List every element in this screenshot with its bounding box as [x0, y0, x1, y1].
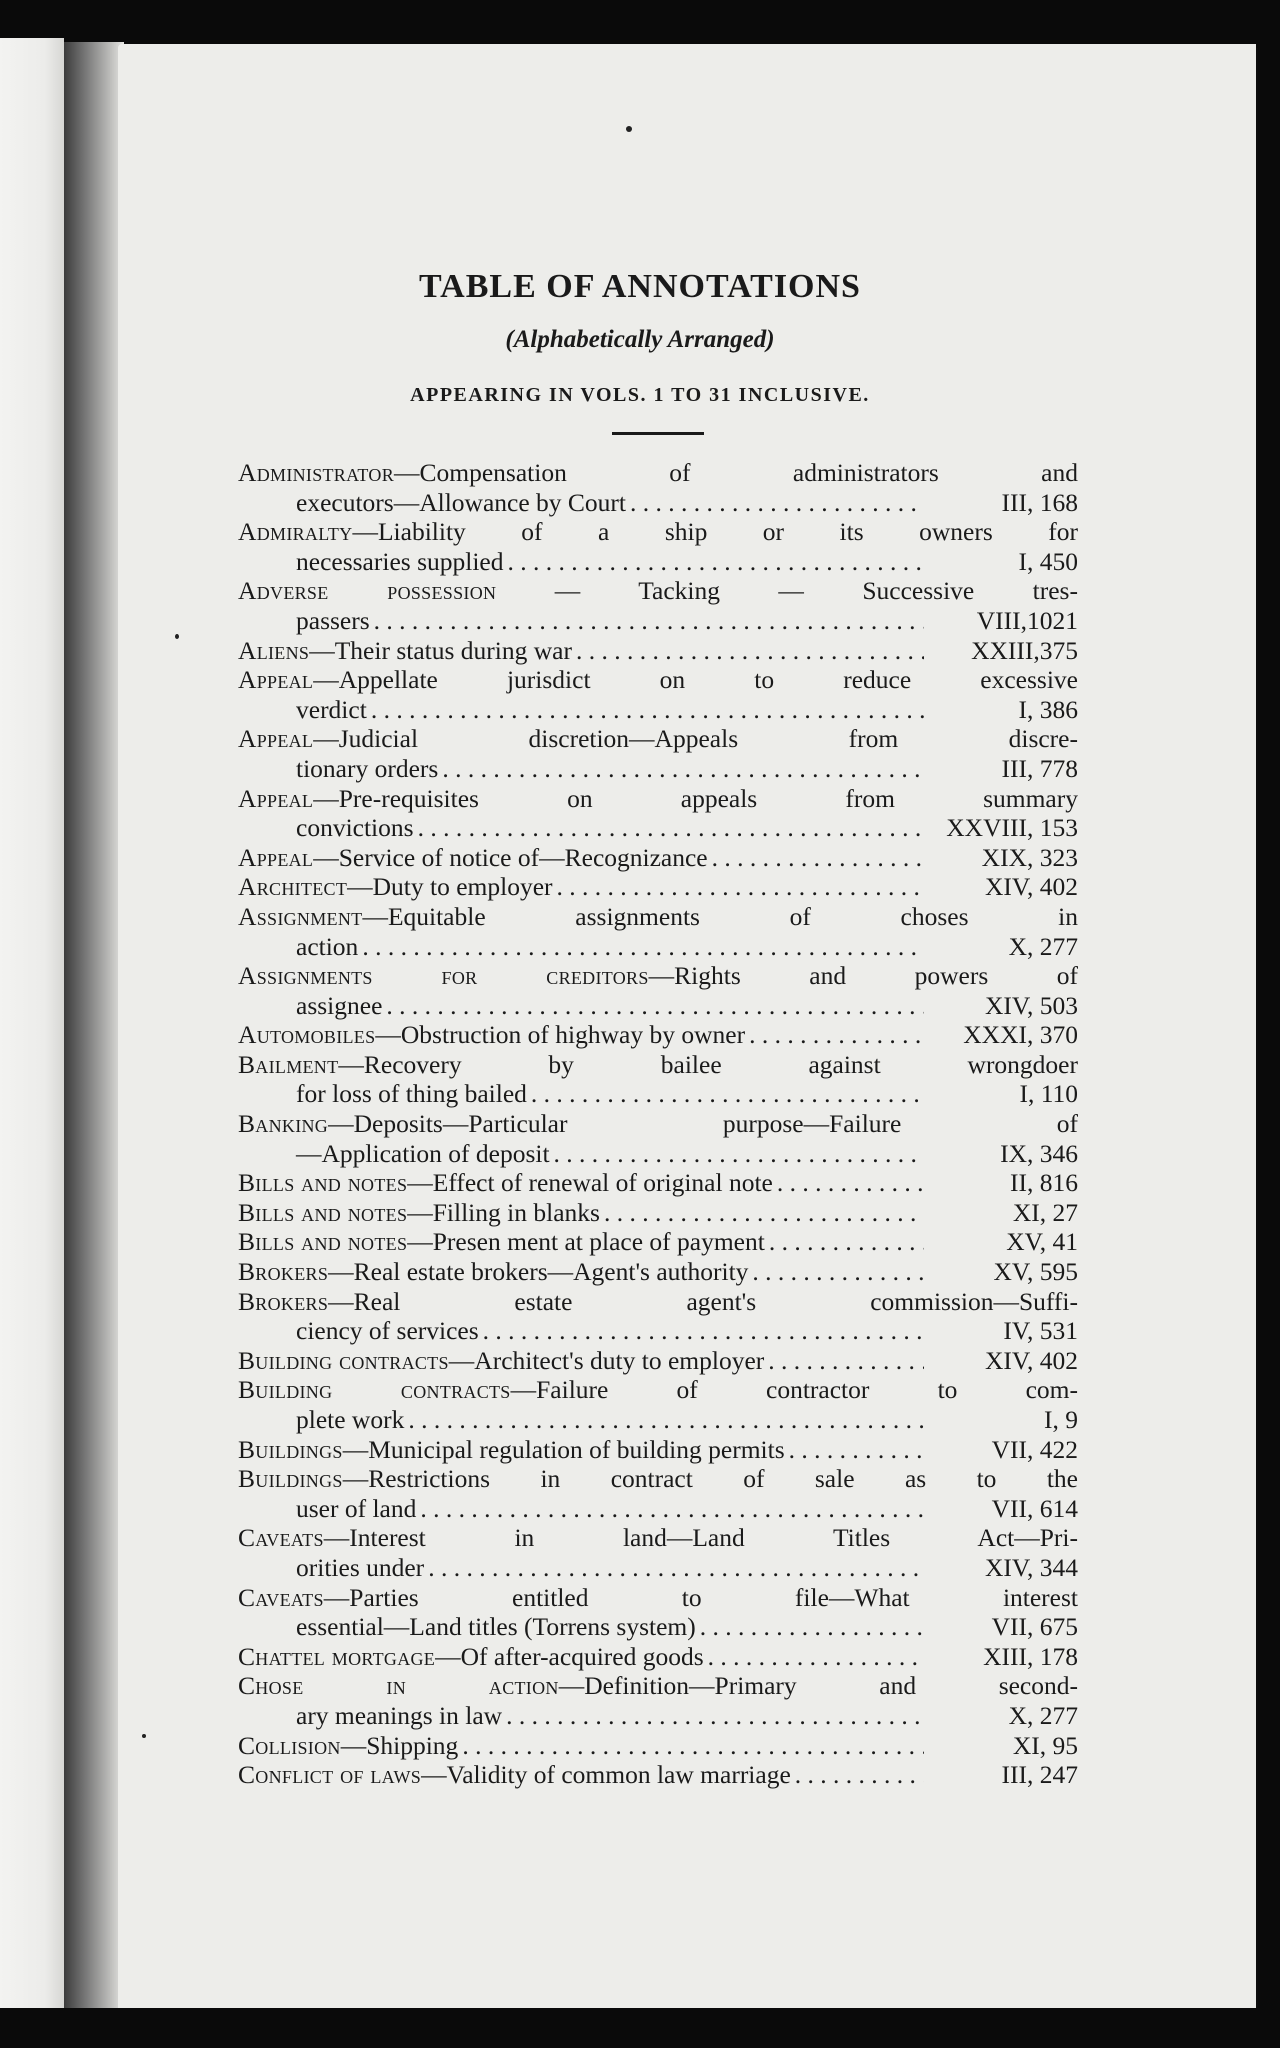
ink-speck [175, 634, 179, 639]
entry-subject: Brokers [238, 1286, 329, 1316]
dot-leader [442, 754, 924, 784]
entry-description: —Duty to employer [347, 872, 553, 902]
entry-volume-page: XIV, 344 [984, 1552, 1078, 1582]
entry-description: —Effect of renewal of original note [407, 1168, 773, 1198]
annotation-entry [238, 1287, 1078, 1346]
annotation-entry [238, 724, 1078, 783]
entry-description: —Definition—Primary and second- [558, 1671, 1078, 1701]
volume-range-heading: APPEARING IN VOLS. 1 TO 31 INCLUSIVE. [410, 384, 870, 406]
scan-border-right [1258, 0, 1280, 2048]
dot-leader [386, 991, 924, 1021]
entry-description: —Filling in blanks [407, 1197, 600, 1227]
annotation-entry [238, 636, 1078, 666]
entry-description-continued: executors—Allowance by Court [296, 487, 626, 517]
entry-volume-page: X, 277 [1008, 931, 1078, 961]
entry-subject: Bills and notes [238, 1197, 408, 1227]
page-subtitle: (Alphabetically Arranged) [505, 326, 775, 353]
annotation-entry [238, 961, 1078, 1020]
annotation-entry [238, 1346, 1078, 1376]
entry-volume-page: XV, 41 [1006, 1227, 1078, 1257]
entry-description: —Shipping [340, 1730, 459, 1760]
dot-leader [531, 1079, 924, 1109]
entry-description: —Validity of common law marriage [421, 1760, 791, 1790]
entry-subject: Appeal [238, 842, 314, 872]
entry-volume-page: XV, 595 [993, 1257, 1078, 1287]
entry-volume-page: XXVIII, 153 [946, 813, 1078, 843]
dot-leader [708, 1642, 924, 1672]
entry-description-continued: assignee [296, 990, 383, 1020]
entry-description-continued: user of land [296, 1493, 417, 1523]
annotation-entry [238, 1109, 1078, 1168]
entry-description-continued: —Application of deposit [296, 1138, 550, 1168]
entry-volume-page: I, 9 [1044, 1405, 1078, 1434]
dot-leader [752, 1257, 924, 1287]
dot-leader [700, 1612, 924, 1642]
dot-leader [749, 1020, 924, 1050]
entry-volume-page: XIV, 503 [984, 990, 1078, 1020]
entry-description: —Municipal regulation of building permits [342, 1434, 785, 1464]
entry-subject: Buildings [238, 1464, 343, 1494]
dot-leader [362, 932, 924, 962]
entry-subject: Administrator [238, 458, 394, 487]
entry-volume-page: III, 168 [1001, 487, 1078, 517]
entry-description: —Service of notice of—Recognizance [313, 842, 708, 872]
dot-leader [462, 1731, 924, 1761]
entry-subject: Assignment [238, 901, 363, 931]
annotation-entry [238, 872, 1078, 902]
page-title: TABLE OF ANNOTATIONS [419, 268, 861, 305]
entry-description: —Of after-acquired goods [435, 1641, 704, 1671]
dot-leader [768, 1346, 924, 1376]
dot-leader [712, 843, 924, 873]
entry-description: —Real estate brokers—Agent's authority [328, 1257, 749, 1287]
entry-description: —Their status during war [309, 635, 572, 665]
entry-description: —Interest in land—Land Titles Act—Pri- [323, 1523, 1078, 1553]
entry-subject: Caveats [238, 1523, 324, 1553]
entry-subject: Appeal [238, 783, 314, 813]
entry-volume-page: II, 816 [1010, 1168, 1078, 1198]
entry-description: —Deposits—Particular purpose—Failure of [328, 1109, 1078, 1139]
entry-description-continued: action [296, 931, 359, 961]
entry-volume-page: XIV, 402 [984, 1345, 1078, 1375]
entry-subject: Adverse possession [238, 576, 497, 606]
dot-leader [789, 1435, 924, 1465]
dot-leader [374, 606, 924, 636]
entry-subject: Aliens [238, 635, 310, 665]
entry-description-continued: passers [296, 605, 370, 635]
dot-leader [418, 813, 924, 843]
entry-description: —Judicial discretion—Appeals from discre- [313, 724, 1078, 754]
annotation-entry [238, 1671, 1078, 1730]
ink-speck [142, 1734, 146, 1738]
entry-description-continued: tionary orders [296, 753, 439, 783]
annotation-entry [238, 1375, 1078, 1434]
dot-leader [371, 695, 924, 725]
entry-description-continued: ciency of services [296, 1316, 479, 1346]
entry-volume-page: X, 277 [1008, 1700, 1078, 1730]
entry-description-continued: orities under [296, 1552, 425, 1582]
entry-description: —Rights and powers of [648, 961, 1078, 991]
dot-leader [554, 1139, 924, 1169]
annotation-entry [238, 1050, 1078, 1109]
entry-description: —Liability of a ship or its owners for [352, 517, 1078, 547]
entry-description: —Real estate agent's commission—Suffi- [328, 1286, 1078, 1316]
ink-speck [626, 126, 632, 132]
entry-volume-page: IX, 346 [1000, 1138, 1078, 1168]
annotation-entry [238, 665, 1078, 724]
entry-subject: Conflict of laws [238, 1760, 422, 1790]
entry-volume-page: XXIII,375 [971, 635, 1078, 665]
entry-description-continued: necessaries supplied [296, 546, 504, 576]
dot-leader [557, 872, 924, 902]
annotation-entry [238, 1227, 1078, 1257]
entry-volume-page: III, 778 [1001, 753, 1078, 783]
entry-subject: Admiralty [238, 517, 353, 547]
entry-volume-page: XIV, 402 [984, 872, 1078, 902]
entry-subject: Appeal [238, 665, 314, 695]
entry-description: —Failure of contractor to com- [510, 1375, 1078, 1405]
dot-leader [604, 1198, 924, 1228]
entry-volume-page: VIII,1021 [976, 605, 1078, 635]
entry-description: —Compensation of administrators and [394, 458, 1078, 487]
entry-description: —Parties entitled to file—What interest [323, 1582, 1078, 1612]
annotation-entry [238, 1731, 1078, 1761]
annotation-entry [238, 902, 1078, 961]
annotation-entry [238, 1257, 1078, 1287]
entry-description-continued: essential—Land titles (Torrens system) [296, 1612, 696, 1642]
entry-volume-page: VII, 675 [991, 1612, 1078, 1642]
entry-description-continued: for loss of thing bailed [296, 1079, 527, 1109]
entry-volume-page: I, 450 [1018, 546, 1078, 576]
entry-description: —Appellate jurisdict on to reduce excessive [313, 665, 1078, 695]
entry-subject: Assignments for creditors [238, 961, 649, 991]
entry-description-continued: verdict [296, 694, 367, 724]
entry-volume-page: III, 247 [1001, 1760, 1078, 1790]
annotation-entry [238, 1642, 1078, 1672]
annotation-entry [238, 784, 1078, 843]
entry-description: —Obstruction of highway by owner [375, 1020, 746, 1050]
annotation-entry [238, 1435, 1078, 1465]
dot-leader [483, 1316, 924, 1346]
entry-subject: Chose in action [238, 1671, 559, 1701]
annotation-entry [238, 1583, 1078, 1642]
entry-subject: Bills and notes [238, 1168, 408, 1198]
entry-description: —Restrictions in contract of sale as to the [342, 1464, 1078, 1494]
annotation-entry [238, 1464, 1078, 1523]
entry-subject: Bailment [238, 1049, 339, 1079]
entry-description: —Pre-requisites on appeals from summary [313, 783, 1078, 813]
entry-volume-page: I, 386 [1018, 694, 1078, 724]
annotation-entry [238, 1020, 1078, 1050]
dot-leader [630, 488, 924, 518]
annotation-entry [238, 458, 1078, 517]
dot-leader [777, 1168, 924, 1198]
dot-leader [506, 1701, 924, 1731]
scan-border-bottom [0, 2008, 1280, 2048]
entry-description: —Equitable assignments of choses in [362, 901, 1078, 931]
entry-subject: Caveats [238, 1582, 324, 1612]
entry-subject: Bills and notes [238, 1227, 408, 1257]
entry-subject: Banking [238, 1109, 329, 1139]
entry-description: —Architect's duty to employer [448, 1345, 765, 1375]
entry-description-continued: convictions [296, 813, 414, 843]
dot-leader [576, 636, 924, 666]
entry-volume-page: VII, 422 [991, 1434, 1078, 1464]
entry-subject: Building contracts [238, 1375, 511, 1405]
dot-leader [420, 1494, 924, 1524]
entry-subject: Architect [238, 872, 348, 902]
entry-description: — Tacking — Successive tres- [496, 576, 1078, 606]
entry-subject: Brokers [238, 1257, 329, 1287]
entry-description: —Presen ment at place of payment [407, 1227, 765, 1257]
entry-volume-page: XIX, 323 [981, 842, 1078, 872]
entry-volume-page: XXXI, 370 [963, 1020, 1078, 1050]
entry-volume-page: XI, 27 [1012, 1197, 1078, 1227]
dot-leader [769, 1227, 924, 1257]
entry-description-continued: ary meanings in law [296, 1700, 503, 1730]
entry-subject: Chattel mortgage [238, 1641, 436, 1671]
annotation-entry [238, 576, 1078, 635]
dot-leader [428, 1553, 924, 1583]
dot-leader [507, 547, 924, 577]
entry-volume-page: XIII, 178 [983, 1641, 1078, 1671]
entry-volume-page: I, 110 [1019, 1079, 1078, 1109]
entry-subject: Appeal [238, 724, 314, 754]
entry-description-continued: plete work [296, 1405, 405, 1434]
entry-subject: Buildings [238, 1434, 343, 1464]
entry-subject: Collision [238, 1730, 341, 1760]
dot-leader [408, 1405, 924, 1435]
annotation-entry [238, 517, 1078, 576]
annotation-entry [238, 1168, 1078, 1198]
scan-border-top [0, 0, 1280, 48]
annotation-entry [238, 1198, 1078, 1228]
entry-volume-page: IV, 531 [1003, 1316, 1078, 1346]
entry-subject: Building contracts [238, 1345, 449, 1375]
annotation-entry [238, 1523, 1078, 1582]
title-divider [612, 432, 704, 435]
entry-subject: Automobiles [238, 1020, 376, 1050]
annotation-list [238, 458, 1078, 1790]
entry-volume-page: XI, 95 [1012, 1730, 1078, 1760]
entry-description: —Recovery by bailee against wrongdoer [338, 1049, 1078, 1079]
annotation-entry [238, 1760, 1078, 1790]
annotation-entry [238, 843, 1078, 873]
dot-leader [795, 1760, 924, 1790]
entry-volume-page: VII, 614 [991, 1493, 1078, 1523]
